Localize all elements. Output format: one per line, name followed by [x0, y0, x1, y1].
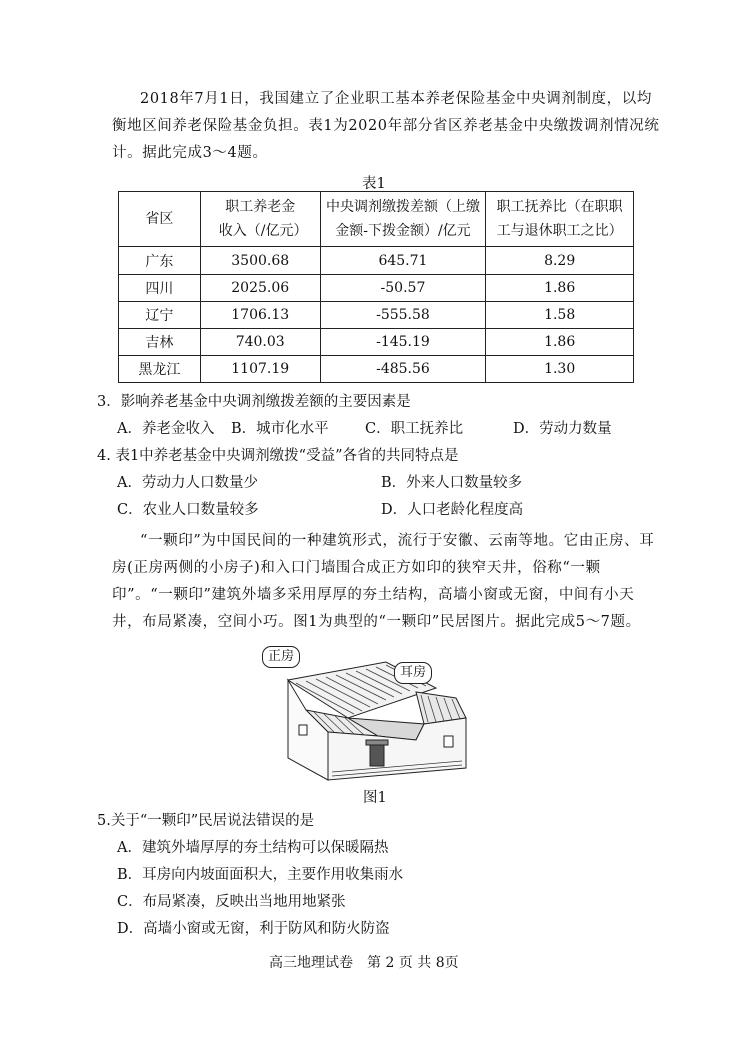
cell-adjustment: -145.19: [320, 329, 486, 356]
cell-ratio: 1.86: [486, 329, 634, 356]
table-row: [119, 275, 634, 302]
figure-caption: 图1: [363, 790, 387, 806]
cell-income: 740.03: [200, 329, 320, 356]
cell-ratio: 1.30: [486, 356, 634, 383]
cell-ratio: 8.29: [486, 247, 634, 275]
intro-paragraph: 2018年7月1日，我国建立了企业职工基本养老保险基金中央调剂制度，以均衡地区间养老保险基金负担。表1为2020年部分省区养老基金中央缴拨调剂情况统计。据此完成3～4题。: [112, 91, 660, 161]
q3-option-d: D．劳动力数量: [513, 421, 612, 437]
q3-option-a: A．养老金收入: [117, 421, 215, 437]
cell-adjustment: -555.58: [320, 302, 486, 329]
q4-option-d: D．人口老龄化程度高: [381, 502, 524, 518]
header-income: 职工养老金收入（/亿元）: [200, 192, 320, 247]
table-row: [119, 247, 634, 275]
q4-option-b: B．外来人口数量较多: [381, 475, 523, 491]
page-footer: 高三地理试卷 第 2 页 共 8页: [269, 955, 459, 971]
cell-province: 四川: [119, 275, 201, 302]
question-4-stem: 4. 表1中养老基金中央调剂缴拨“受益”各省的共同特点是: [97, 448, 459, 464]
cell-province: 广东: [119, 247, 201, 275]
table-row: [119, 356, 634, 383]
q3-option-b: B．城市化水平: [231, 421, 329, 437]
table-header-row: [119, 192, 634, 247]
cell-adjustment: 645.71: [320, 247, 486, 275]
callout-main-house: 正房: [262, 646, 300, 668]
q3-option-c: C．职工抚养比: [365, 421, 464, 437]
table-row: [119, 329, 634, 356]
header-province: 省区: [119, 192, 201, 247]
cell-ratio: 1.58: [486, 302, 634, 329]
cell-income: 1706.13: [200, 302, 320, 329]
yikeyin-paragraph: “一颗印”为中国民间的一种建筑形式，流行于安徽、云南等地。它由正房、耳房(正房两侧的小房子)和入口门墙围合成正方如印的狭窄天井，俗称“一颗印”。“一颗印”建筑外墙多采用厚厚的夯土结构，高墙小窗或无窗，中间有小天井，布局紧凑，空间小巧。图1为典型的“一颗印”民居图片。据此完成5～7题。: [112, 533, 655, 630]
q5-option-a: A．建筑外墙厚厚的夯土结构可以保暖隔热: [117, 840, 389, 856]
cell-province: 辽宁: [119, 302, 201, 329]
cell-adjustment: -485.56: [320, 356, 486, 383]
cell-adjustment: -50.57: [320, 275, 486, 302]
figure-1: [266, 640, 488, 785]
q5-option-c: C．布局紧凑，反映出当地用地紧张: [117, 894, 346, 910]
q5-option-b: B．耳房向内坡面面积大，主要作用收集雨水: [117, 867, 404, 883]
callout-side-house: 耳房: [394, 662, 432, 684]
cell-province: 吉林: [119, 329, 201, 356]
table-caption: 表1: [362, 176, 386, 192]
cell-income: 1107.19: [200, 356, 320, 383]
header-dependency-ratio: 职工抚养比（在职职工与退休职工之比）: [486, 192, 634, 247]
q4-option-a: A．劳动力人口数量少: [117, 475, 258, 491]
cell-income: 2025.06: [200, 275, 320, 302]
cell-income: 3500.68: [200, 247, 320, 275]
question-5-stem: 5.关于“一颗印”民居说法错误的是: [97, 813, 315, 829]
cell-ratio: 1.86: [486, 275, 634, 302]
q4-option-c: C．农业人口数量较多: [117, 502, 259, 518]
question-3-stem: 3．影响养老基金中央调剂缴拨差额的主要因素是: [97, 394, 411, 410]
header-adjustment: 中央调剂缴拨差额（上缴金额-下拨金额）/亿元: [320, 192, 486, 247]
q5-option-d: D．高墙小窗或无窗，利于防风和防火防盗: [117, 921, 390, 937]
table-row: [119, 302, 634, 329]
cell-province: 黑龙江: [119, 356, 201, 383]
pension-table: [118, 191, 634, 383]
